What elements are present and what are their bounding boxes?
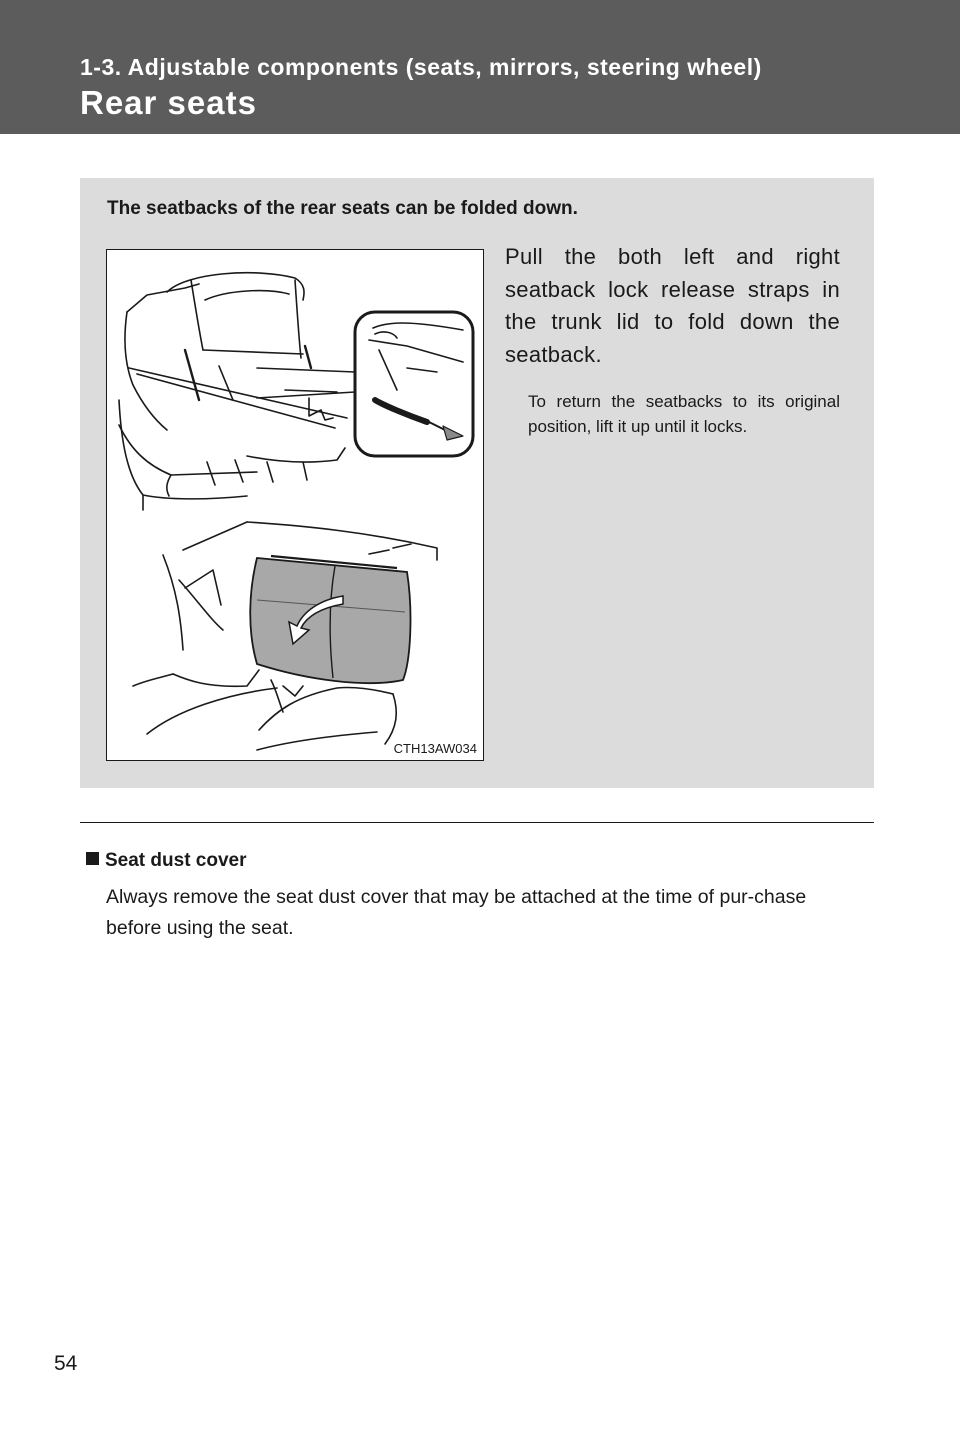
illustration-drawing [107,250,484,761]
rear-seat-illustration [106,249,484,761]
section-title: 1-3. Adjustable components (seats, mirrors, steering wheel) [80,54,762,80]
page-number: 54 [54,1352,78,1375]
seat-dust-cover-text: Always remove the seat dust cover that may be attached at the time of pur-chase before using the seat. [106,886,807,939]
page-header [0,0,960,134]
illustration-code: CTH13AW034 [393,741,477,756]
note-text: To return the seatbacks to its original position, lift it up until it locks. [528,392,840,436]
panel-intro: The seatbacks of the rear seats can be folded down. [107,198,578,219]
sub-heading-text: Seat dust cover [105,850,247,871]
seat-dust-cover-heading [86,850,247,872]
page-title: Rear seats [80,84,257,121]
info-panel [80,178,874,788]
instruction-text: Pull the both left and right seatback lock release straps in the trunk lid to fold down the seatback. [505,244,840,367]
section-divider [80,822,874,823]
square-bullet-icon [86,852,99,865]
